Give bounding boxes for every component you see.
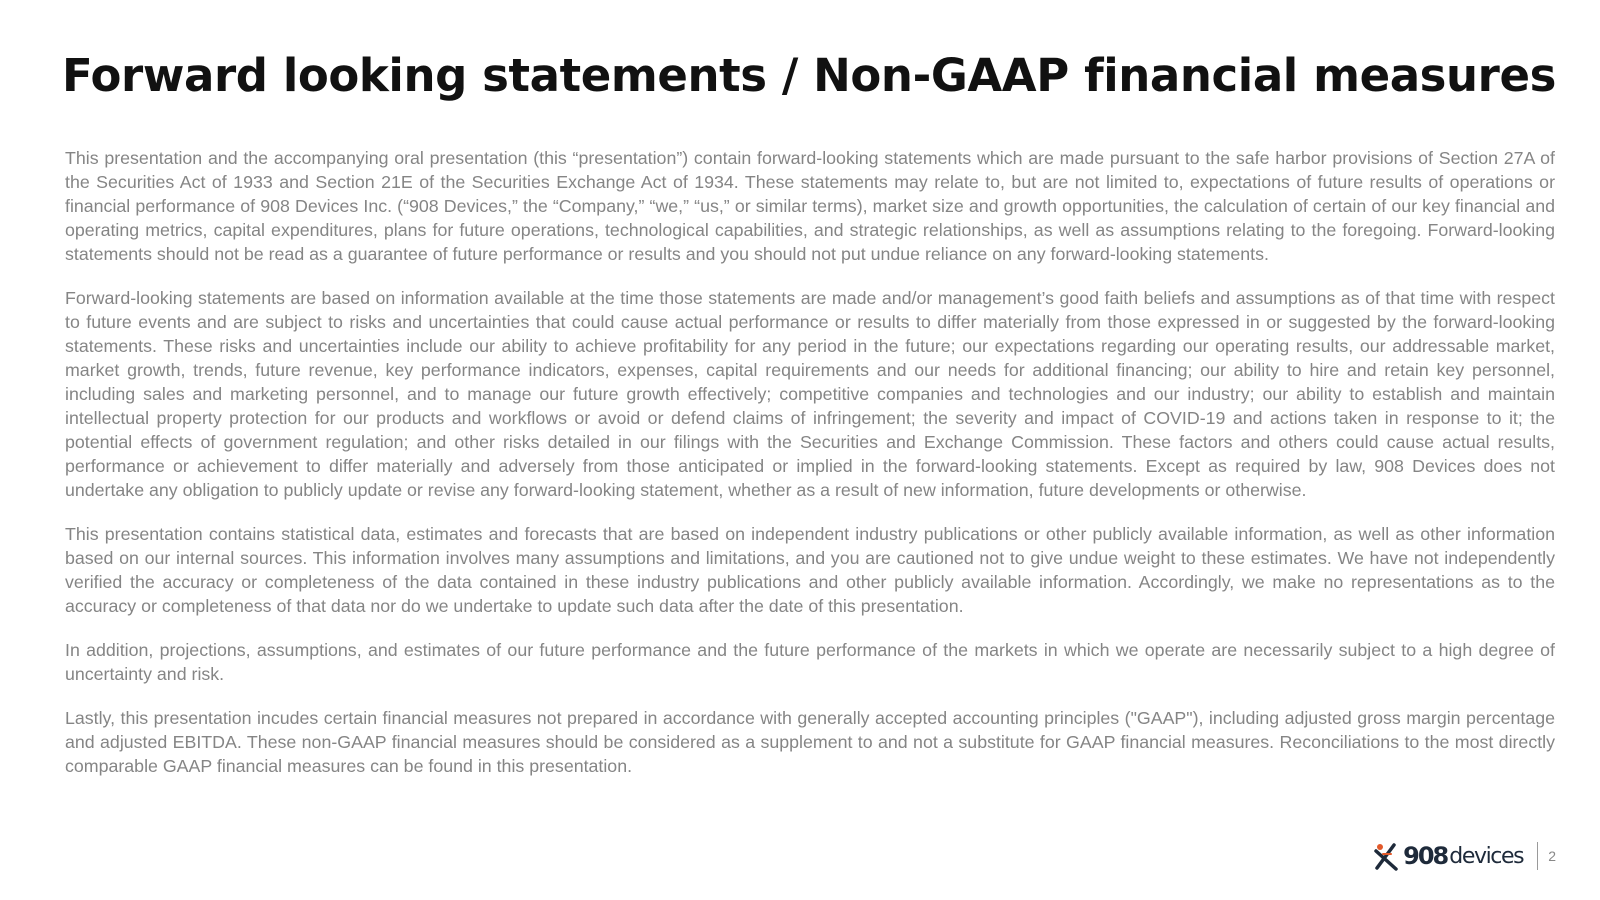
paragraph-projections: In addition, projections, assumptions, and estimates of our future performance and the future performance of the markets in which we operate are necessarily subject to a high degree of uncertainty and risk.	[65, 640, 1555, 684]
slide-title: Forward looking statements / Non-GAAP financial measures	[62, 49, 1556, 102]
slide-footer	[1372, 840, 1556, 872]
page-number: 2	[1548, 848, 1556, 864]
908devices-x-mark-icon	[1372, 841, 1402, 871]
paragraph-statistical-data: This presentation contains statistical data, estimates and forecasts that are based on independent industry publications or other publicly available information, as well as other information based on our internal sources. This information involves many assumptions and limitations, and you are cautioned not to give undue weight to these estimates. We have not independently verified the accuracy or completeness of the data contained in these industry publications and other publicly available information. Accordingly, we make no representations as to the accuracy or completeness of that data nor do we undertake to update such data after the date of this presentation.	[65, 524, 1555, 616]
footer-divider	[1537, 842, 1538, 870]
company-logo	[1372, 840, 1523, 872]
paragraph-forward-looking-intro: This presentation and the accompanying oral presentation (this “presentation”) contain forward-looking statements which are made pursuant to the safe harbor provisions of Section 27A of the Securities Act of 1933 and Section 21E of the Securities Exchange Act of 1934. These statements may relate to, but are not limited to, expectations of future results of operations or financial performance of 908 Devices Inc. (“908 Devices,” the “Company,” “we,” “us,” or similar terms), market size and growth opportunities, the calculation of certain of our key financial and operating metrics, capital expenditures, plans for future operations, technological capabilities, and strategic relationships, as well as assumptions relating to the foregoing. Forward-looking statements should not be read as a guarantee of future performance or results and you should not put undue reliance on any forward-looking statements.	[65, 148, 1555, 264]
disclaimer-body	[65, 146, 1555, 798]
logo-wordmark: devices	[1449, 843, 1524, 869]
paragraph-non-gaap: Lastly, this presentation incudes certain financial measures not prepared in accordance with generally accepted accounting principles ("GAAP"), including adjusted gross margin percentage and adjusted EBITDA. These non-GAAP financial measures should be considered as a supplement to and not a substitute for GAAP financial measures. Reconciliations to the most directly comparable GAAP financial measures can be found in this presentation.	[65, 708, 1555, 776]
logo-number: 908	[1403, 842, 1448, 870]
paragraph-risks-uncertainties: Forward-looking statements are based on information available at the time those statements are made and/or management’s good faith beliefs and assumptions as of that time with respect to future events and are subject to risks and uncertainties that could cause actual performance or results to differ materially from those expressed in or suggested by the forward-looking statements. These risks and uncertainties include our ability to achieve profitability for any period in the future; our expectations regarding our operating results, our addressable market, market growth, trends, future revenue, key performance indicators, expenses, capital requirements and our needs for additional financing; our ability to hire and retain key personnel, including sales and marketing personnel, and to manage our future growth effectively; competitive companies and technologies and our industry; our ability to establish and maintain intellectual property protection for our products and workflows or avoid or defend claims of infringement; the severity and impact of COVID-19 and actions taken in response to it; the potential effects of government regulation; and other risks detailed in our filings with the Securities and Exchange Commission. These factors and others could cause actual results, performance or achievement to differ materially and adversely from those anticipated or implied in the forward-looking statements. Except as required by law, 908 Devices does not undertake any obligation to publicly update or revise any forward-looking statement, whether as a result of new information, future developments or otherwise.	[65, 288, 1555, 500]
